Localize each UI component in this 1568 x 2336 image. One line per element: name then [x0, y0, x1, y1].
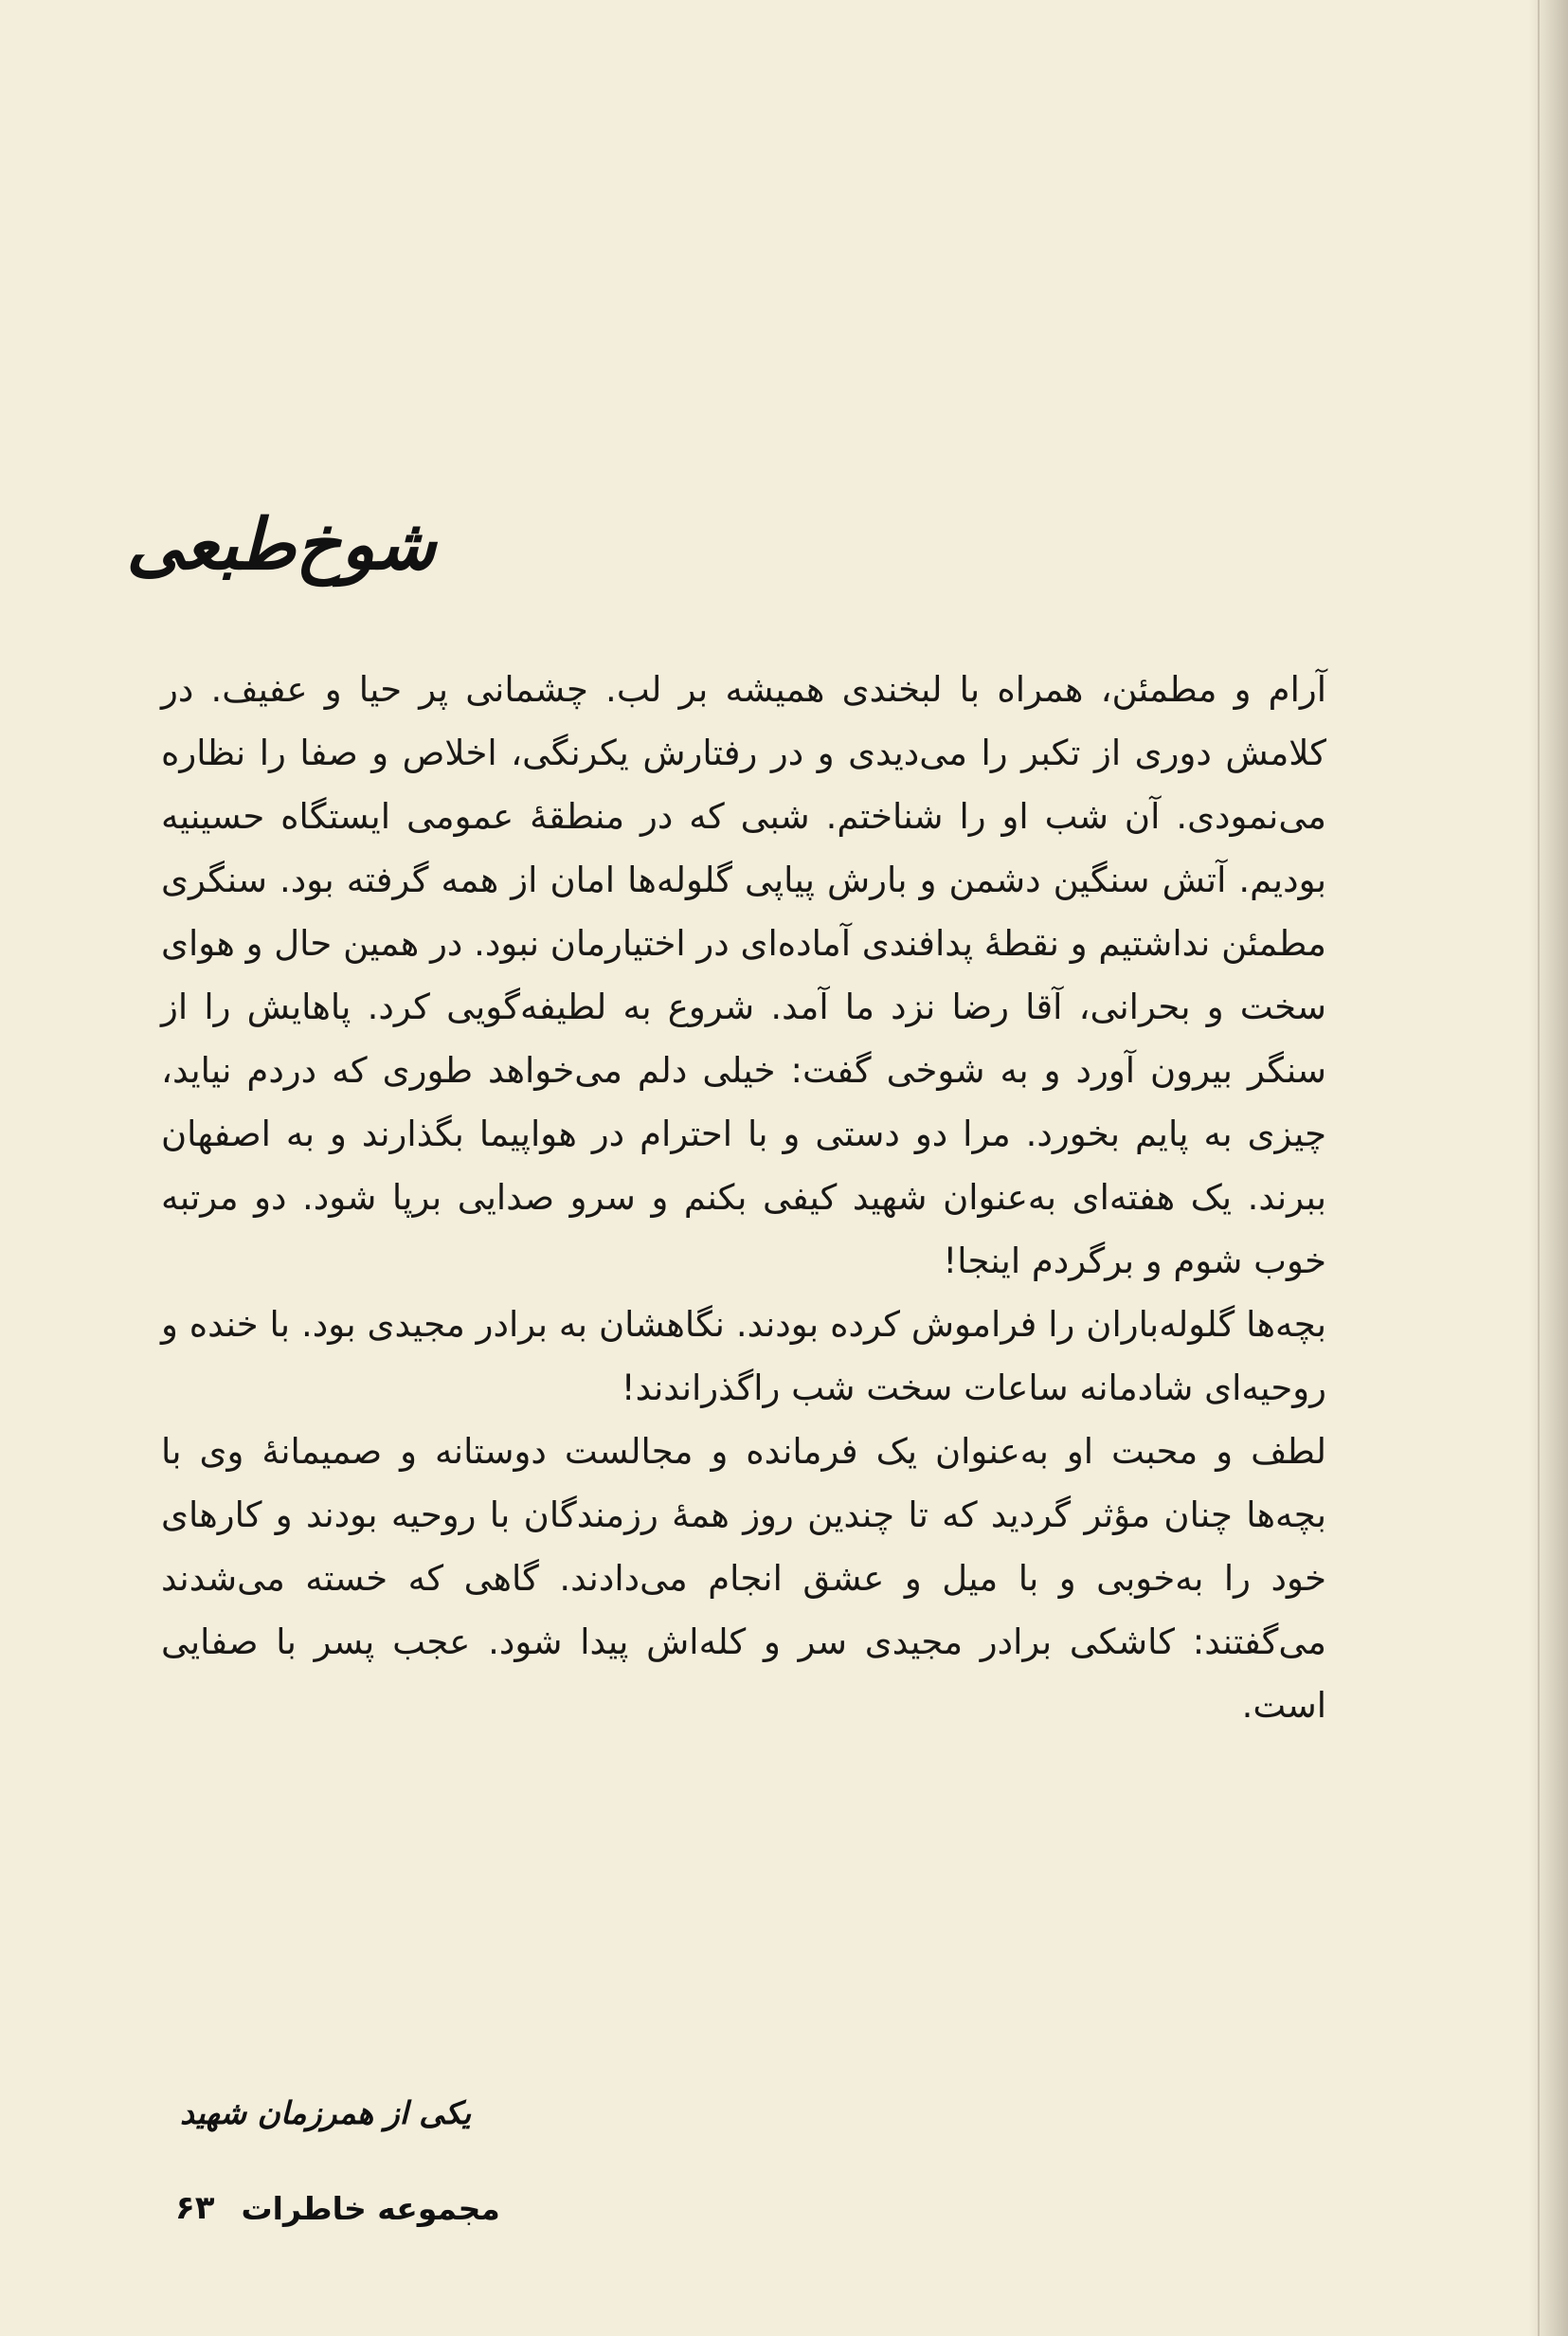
attribution: یکی از همرزمان شهید: [180, 2094, 472, 2131]
paragraph-3: لطف و محبت او به‌عنوان یک فرمانده و مجالست دوستانه و صمیمانهٔ وی با بچه‌ها چنان مؤثر گردید که تا چندین روز همهٔ رزمندگان با روحیه بودند و کارهای خود را به‌خوبی و با میل و عشق انجام می‌دادند. گاهی که خسته می‌شدند می‌گفتند: کاشکی برادر مجیدی سر و کله‌اش پیدا شود. عجب پسر با صفایی است.: [161, 1431, 1326, 1726]
book-title: مجموعه خاطرات: [241, 2189, 500, 2227]
body-text: [161, 658, 1326, 1737]
page-edge-line: [1538, 0, 1540, 2336]
page-footer: [175, 2180, 668, 2236]
page-number: ۶۳: [175, 2189, 215, 2227]
paragraph-2: بچه‌ها گلوله‌باران را فراموش کرده بودند. نگاهشان به برادر مجیدی بود. با خنده و روحیه‌ای شادمانه ساعات سخت شب راگذراندند!: [161, 1304, 1326, 1408]
page-edge-shadow: [1528, 0, 1568, 2336]
chapter-title: شوخ‌طبعی: [126, 504, 436, 586]
paragraph-1: آرام و مطمئن، همراه با لبخندی همیشه بر لب. چشمانی پر حیا و عفیف. در کلامش دوری از تکبر را می‌دیدی و در رفتارش یکرنگی، اخلاص و صفا را نظاره می‌نمودی. آن شب او را شناختم. شبی که در منطقهٔ عمومی ایستگاه حسینیه بودیم. آتش سنگین دشمن و بارش پیاپی گلوله‌ها امان از همه گرفته بود. سنگری مطمئن نداشتیم و نقطهٔ پدافندی آماده‌ای در اختیارمان نبود. در همین حال و هوای سخت و بحرانی، آقا رضا نزد ما آمد. شروع به لطیفه‌گویی کرد. پاهایش را از سنگر بیرون آورد و به شوخی گفت: خیلی دلم می‌خواهد طوری که دردم نیاید، چیزی به پایم بخورد. مرا دو دستی و با احترام در هواپیما بگذارند و به اصفهان ببرند. یک هفته‌ای به‌عنوان شهید کیفی بکنم و سرو صدایی برپا شود. دو مرتبه خوب شوم و برگردم اینجا!: [161, 669, 1326, 1281]
